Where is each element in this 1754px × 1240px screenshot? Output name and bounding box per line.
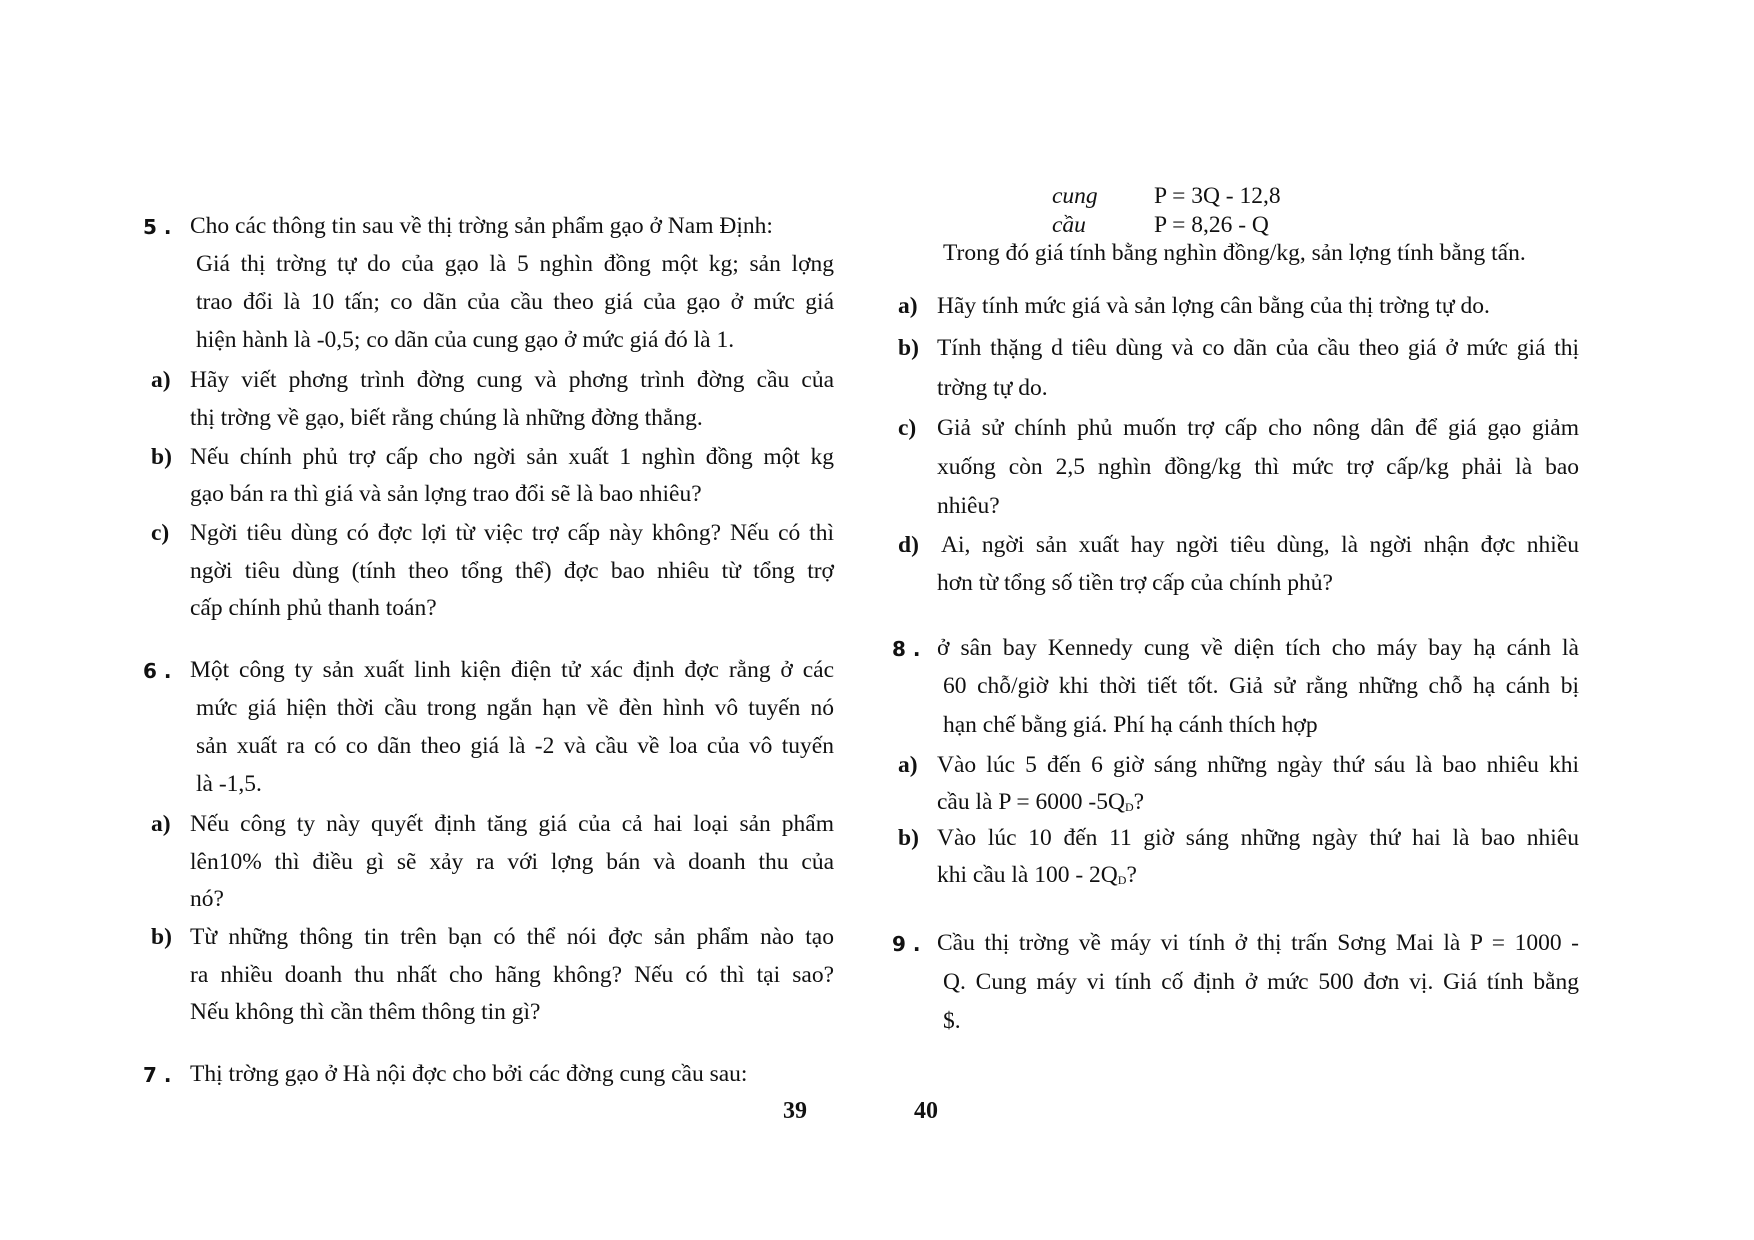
q8-b-formula-text: khi cầu là 100 - 2Q bbox=[937, 862, 1118, 888]
right-page bbox=[877, 0, 1754, 1240]
q5-a-line: thị trờng về gạo, biết rằng chúng là những đờng thẳng. bbox=[190, 405, 703, 431]
q5-a-line: Hãy viết phơng trình đờng cung và phơng trình đờng cầu của bbox=[190, 367, 834, 393]
q5-b-line: Nếu chính phủ trợ cấp cho ngời sản xuất 1 nghìn đồng một kg bbox=[190, 444, 834, 470]
q8-a-formula bbox=[937, 787, 1144, 822]
q6-a-line: nó? bbox=[190, 886, 224, 912]
q8-b-formula bbox=[937, 860, 1137, 895]
q7-intro-line: Thị trờng gạo ở Hà nội đợc cho bởi các đờng cung cầu sau: bbox=[190, 1061, 748, 1087]
q7-c-label: c) bbox=[898, 415, 917, 441]
page-number: 40 bbox=[914, 1098, 938, 1124]
q6-a-line: Nếu công ty này quyết định tăng giá của cả hai loại sản phẩm bbox=[190, 811, 834, 837]
q6-b-line: ra nhiều doanh thu nhất cho hãng không? Nếu có thì tại sao? bbox=[190, 962, 834, 988]
q7-c-line: Giả sử chính phủ muốn trợ cấp cho nông dân để giá gạo giảm bbox=[937, 415, 1579, 441]
page-number: 39 bbox=[783, 1098, 807, 1124]
q8-b-label: b) bbox=[898, 825, 919, 851]
q6-intro-line: Một công ty sản xuất linh kiện điện tử xác định đợc rằng ở các bbox=[190, 657, 834, 683]
supply-equation: P = 3Q - 12,8 bbox=[1154, 183, 1281, 209]
q8-b-formula-subscript: D bbox=[1117, 873, 1127, 887]
q7-note: Trong đó giá tính bằng nghìn đồng/kg, sản lợng tính bằng tấn. bbox=[943, 240, 1526, 266]
q5-intro-line: Giá thị trờng tự do của gạo là 5 nghìn đồng một kg; sản lợng bbox=[196, 251, 834, 277]
q7-c-line: xuống còn 2,5 nghìn đồng/kg thì mức trợ cấp/kg phải là bao bbox=[937, 454, 1579, 480]
q5-b-label: b) bbox=[151, 444, 172, 470]
q7-b-line: trờng tự do. bbox=[937, 375, 1048, 401]
q7-a-line: Hãy tính mức giá và sản lợng cân bằng của thị trờng tự do. bbox=[937, 293, 1490, 319]
q6-b-label: b) bbox=[151, 924, 172, 950]
q8-a-formula-end: ? bbox=[1133, 789, 1145, 815]
q8-a-formula-text: cầu là P = 6000 -5Q bbox=[937, 789, 1125, 815]
q8-a-label: a) bbox=[898, 752, 918, 778]
q7-d-label: d) bbox=[898, 532, 919, 558]
question-number-6: 6 . bbox=[143, 659, 172, 683]
q5-c-line: cấp chính phủ thanh toán? bbox=[190, 595, 437, 621]
q5-c-line: Ngời tiêu dùng có đợc lợi từ việc trợ cấp này không? Nếu có thì bbox=[190, 520, 834, 546]
question-number-8: 8 . bbox=[892, 637, 921, 661]
q5-c-line: ngời tiêu dùng (tính theo tổng thể) đợc bao nhiêu từ tổng trợ bbox=[190, 558, 834, 584]
q8-b-line: Vào lúc 10 đến 11 giờ sáng những ngày thứ hai là bao nhiêu bbox=[937, 825, 1579, 851]
demand-equation: P = 8,26 - Q bbox=[1154, 212, 1269, 238]
q5-c-label: c) bbox=[151, 520, 170, 546]
q5-a-label: a) bbox=[151, 367, 171, 393]
q6-intro-line: là -1,5. bbox=[196, 771, 262, 797]
q9-intro-line: Q. Cung máy vi tính cố định ở mức 500 đơn vị. Giá tính bằng bbox=[943, 969, 1579, 995]
q6-a-label: a) bbox=[151, 811, 171, 837]
q8-intro-line: hạn chế bằng giá. Phí hạ cánh thích hợp bbox=[943, 712, 1318, 738]
q8-a-formula-subscript: D bbox=[1124, 800, 1134, 814]
q7-d-line: Ai, ngời sản xuất hay ngời tiêu dùng, là ngời nhận đợc nhiều bbox=[941, 532, 1579, 558]
q9-intro-line: Cầu thị trờng về máy vi tính ở thị trấn Sơng Mai là P = 1000 - bbox=[937, 930, 1579, 956]
q8-intro-line: ở sân bay Kennedy cung về diện tích cho máy bay hạ cánh là bbox=[937, 635, 1579, 661]
demand-label: cầu bbox=[1052, 212, 1086, 238]
q8-b-formula-end: ? bbox=[1126, 862, 1137, 888]
q5-intro-line: Cho các thông tin sau về thị trờng sản phẩm gạo ở Nam Định: bbox=[190, 213, 773, 239]
q7-b-label: b) bbox=[898, 335, 919, 361]
supply-label: cung bbox=[1052, 183, 1098, 209]
q5-intro-line: hiện hành là -0,5; co dãn của cung gạo ở mức giá đó là 1. bbox=[196, 327, 735, 353]
q7-c-line: nhiêu? bbox=[937, 493, 1000, 519]
question-number-5: 5 . bbox=[143, 215, 172, 239]
q8-intro-line: 60 chỗ/giờ khi thời tiết tốt. Giả sử rằng những chỗ hạ cánh bị bbox=[943, 673, 1579, 699]
q9-intro-line: $. bbox=[943, 1008, 961, 1034]
question-number-9: 9 . bbox=[892, 932, 921, 956]
q6-a-line: lên10% thì điều gì sẽ xảy ra với lợng bán và doanh thu của bbox=[190, 849, 834, 875]
q8-a-line: Vào lúc 5 đến 6 giờ sáng những ngày thứ sáu là bao nhiêu khi bbox=[937, 752, 1579, 778]
q6-b-line: Nếu không thì cần thêm thông tin gì? bbox=[190, 999, 541, 1025]
q7-a-label: a) bbox=[898, 293, 918, 319]
q5-b-line: gạo bán ra thì giá và sản lợng trao đổi sẽ là bao nhiêu? bbox=[190, 481, 702, 507]
q5-intro-line: trao đổi là 10 tấn; co dãn của cầu theo giá của gạo ở mức giá bbox=[196, 289, 834, 315]
q6-intro-line: mức giá hiện thời cầu trong ngắn hạn về đèn hình vô tuyến nó bbox=[196, 695, 834, 721]
q6-intro-line: sản xuất ra có co dãn theo giá là -2 và cầu về loa của vô tuyến bbox=[196, 733, 834, 759]
q7-b-line: Tính thặng d tiêu dùng và co dãn của cầu theo giá ở mức giá thị bbox=[937, 335, 1579, 361]
q6-b-line: Từ những thông tin trên bạn có thể nói đợc sản phẩm nào tạo bbox=[190, 924, 834, 950]
q7-d-line: hơn từ tổng số tiền trợ cấp của chính phủ? bbox=[937, 570, 1333, 596]
question-number-7: 7 . bbox=[143, 1063, 172, 1087]
